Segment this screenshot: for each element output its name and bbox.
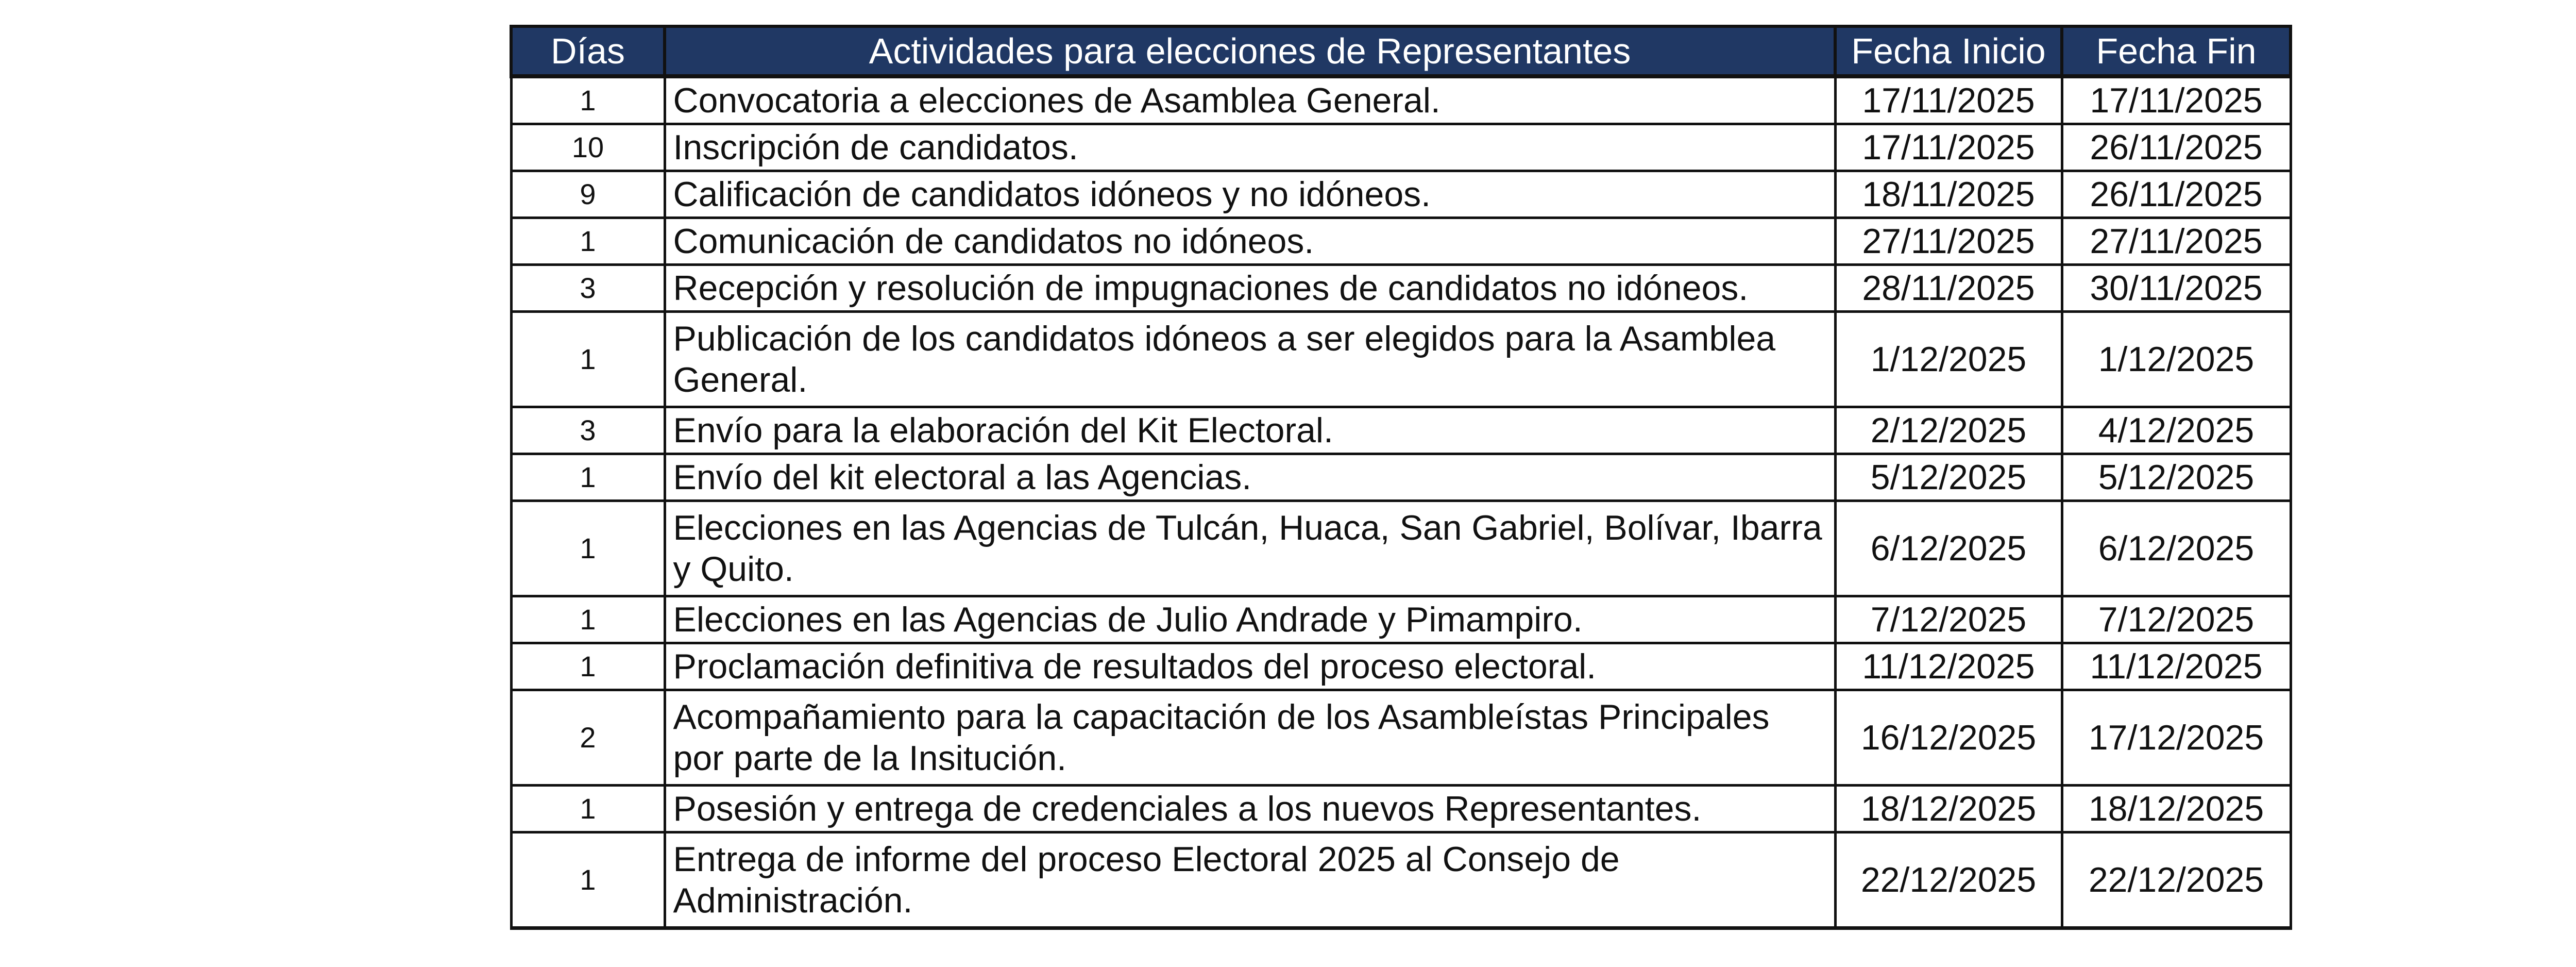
cell-actividad: Elecciones en las Agencias de Tulcán, Huaca, San Gabriel, Bolívar, Ibarra y Quito. [665, 501, 1835, 596]
cell-fecha-fin: 6/12/2025 [2062, 501, 2291, 596]
cell-dias: 2 [511, 690, 665, 786]
cell-fecha-inicio: 22/12/2025 [1835, 832, 2062, 928]
cell-actividad: Entrega de informe del proceso Electoral 2025 al Consejo de Administración. [665, 832, 1835, 928]
cell-actividad: Proclamación definitiva de resultados del proceso electoral. [665, 643, 1835, 690]
cell-fecha-inicio: 5/12/2025 [1835, 454, 2062, 501]
cell-fecha-inicio: 7/12/2025 [1835, 596, 2062, 643]
cell-dias: 1 [511, 786, 665, 832]
cell-fecha-fin: 7/12/2025 [2062, 596, 2291, 643]
cell-fecha-inicio: 2/12/2025 [1835, 407, 2062, 454]
table-row [511, 596, 2291, 643]
cell-fecha-inicio: 6/12/2025 [1835, 501, 2062, 596]
cell-dias: 1 [511, 643, 665, 690]
cell-fecha-fin: 27/11/2025 [2062, 218, 2291, 265]
table-row [511, 454, 2291, 501]
cell-fecha-inicio: 11/12/2025 [1835, 643, 2062, 690]
cell-dias: 10 [511, 124, 665, 171]
cell-dias: 1 [511, 501, 665, 596]
header-fecha-inicio: Fecha Inicio [1835, 26, 2062, 76]
table-row [511, 643, 2291, 690]
cell-fecha-inicio: 1/12/2025 [1835, 312, 2062, 407]
cell-dias: 1 [511, 312, 665, 407]
cell-actividad: Acompañamiento para la capacitación de los Asambleístas Principales por parte de la Insitución. [665, 690, 1835, 786]
cell-fecha-fin: 1/12/2025 [2062, 312, 2291, 407]
cell-fecha-inicio: 18/11/2025 [1835, 171, 2062, 218]
cell-dias: 1 [511, 832, 665, 928]
table-row [511, 786, 2291, 832]
table-row [511, 76, 2291, 124]
table-row [511, 171, 2291, 218]
header-fecha-fin: Fecha Fin [2062, 26, 2291, 76]
schedule-table [510, 25, 2292, 930]
cell-actividad: Inscripción de candidatos. [665, 124, 1835, 171]
cell-actividad: Envío para la elaboración del Kit Electoral. [665, 407, 1835, 454]
cell-actividad: Posesión y entrega de credenciales a los nuevos Representantes. [665, 786, 1835, 832]
cell-fecha-fin: 26/11/2025 [2062, 124, 2291, 171]
cell-actividad: Envío del kit electoral a las Agencias. [665, 454, 1835, 501]
table-header [511, 26, 2291, 76]
table-row [511, 832, 2291, 928]
cell-fecha-inicio: 18/12/2025 [1835, 786, 2062, 832]
cell-dias: 9 [511, 171, 665, 218]
header-row [511, 26, 2291, 76]
cell-fecha-fin: 30/11/2025 [2062, 265, 2291, 312]
header-dias: Días [511, 26, 665, 76]
cell-fecha-fin: 11/12/2025 [2062, 643, 2291, 690]
cell-actividad: Comunicación de candidatos no idóneos. [665, 218, 1835, 265]
cell-actividad: Recepción y resolución de impugnaciones de candidatos no idóneos. [665, 265, 1835, 312]
table-body [511, 76, 2291, 928]
cell-fecha-inicio: 16/12/2025 [1835, 690, 2062, 786]
cell-fecha-fin: 22/12/2025 [2062, 832, 2291, 928]
cell-fecha-inicio: 17/11/2025 [1835, 76, 2062, 124]
cell-dias: 3 [511, 407, 665, 454]
cell-fecha-fin: 4/12/2025 [2062, 407, 2291, 454]
table-row [511, 690, 2291, 786]
table-row [511, 218, 2291, 265]
cell-fecha-inicio: 28/11/2025 [1835, 265, 2062, 312]
cell-fecha-inicio: 27/11/2025 [1835, 218, 2062, 265]
cell-dias: 1 [511, 76, 665, 124]
header-actividades: Actividades para elecciones de Representantes [665, 26, 1835, 76]
cell-actividad: Calificación de candidatos idóneos y no idóneos. [665, 171, 1835, 218]
cell-dias: 1 [511, 454, 665, 501]
cell-fecha-inicio: 17/11/2025 [1835, 124, 2062, 171]
cell-actividad: Publicación de los candidatos idóneos a ser elegidos para la Asamblea General. [665, 312, 1835, 407]
table-row [511, 407, 2291, 454]
cell-fecha-fin: 26/11/2025 [2062, 171, 2291, 218]
table-row [511, 501, 2291, 596]
table-row [511, 265, 2291, 312]
cell-fecha-fin: 17/11/2025 [2062, 76, 2291, 124]
cell-actividad: Convocatoria a elecciones de Asamblea General. [665, 76, 1835, 124]
cell-fecha-fin: 17/12/2025 [2062, 690, 2291, 786]
table-row [511, 124, 2291, 171]
cell-dias: 1 [511, 596, 665, 643]
cell-fecha-fin: 18/12/2025 [2062, 786, 2291, 832]
cell-fecha-fin: 5/12/2025 [2062, 454, 2291, 501]
cell-dias: 1 [511, 218, 665, 265]
cell-actividad: Elecciones en las Agencias de Julio Andrade y Pimampiro. [665, 596, 1835, 643]
cell-dias: 3 [511, 265, 665, 312]
table-row [511, 312, 2291, 407]
